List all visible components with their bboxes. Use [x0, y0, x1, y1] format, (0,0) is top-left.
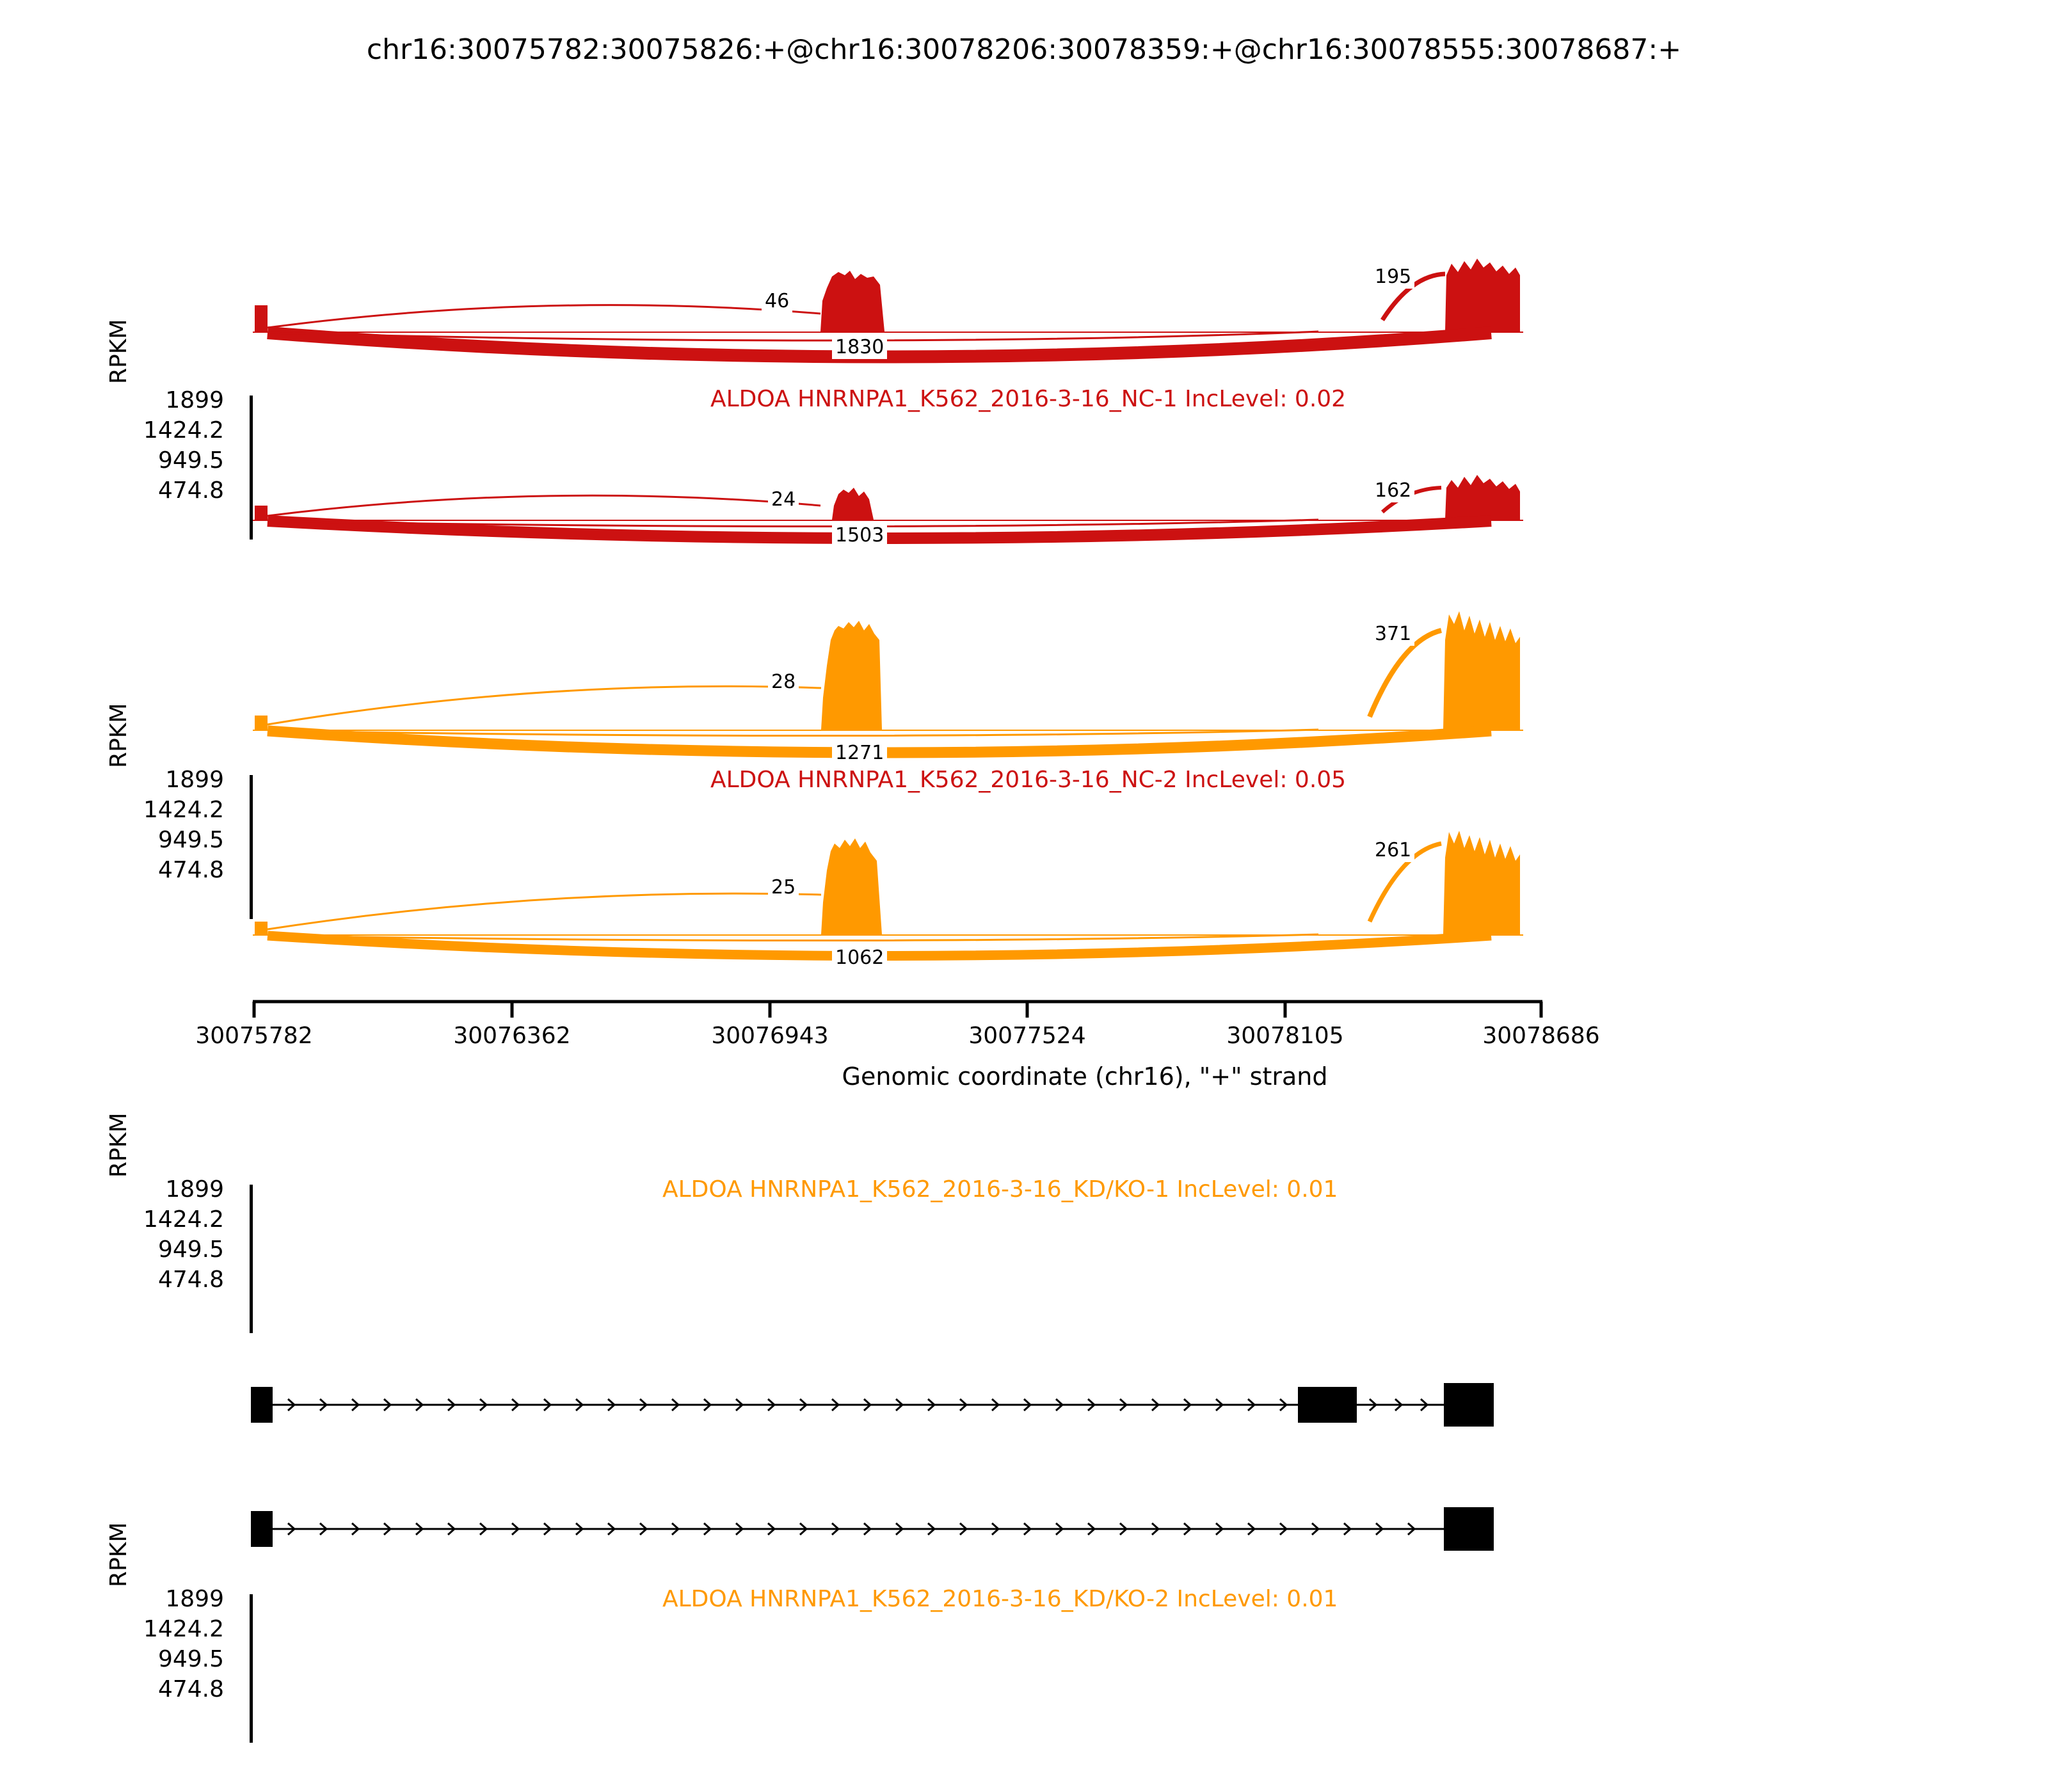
junction-count-label: 1830 [832, 335, 887, 359]
junction-count-label: 1503 [832, 524, 887, 547]
junction-count-label: 261 [1372, 838, 1414, 862]
track-title-kdko-2: ALDOA HNRNPA1_K562_2016-3-16_KD/KO-2 IncLevel: 0.01 [662, 1586, 1338, 1612]
track-title-nc-1: ALDOA HNRNPA1_K562_2016-3-16_NC-1 IncLevel: 0.02 [710, 386, 1347, 412]
y-tick-label: 474.8 [157, 1267, 224, 1293]
y-tick-label: 1899 [165, 767, 224, 793]
page-title: chr16:30075782:30075826:+@chr16:30078206:30078359:+@chr16:30078555:30078687:+ [366, 33, 1682, 66]
x-tick-label: 30078686 [1482, 1023, 1600, 1049]
y-tick-label: 949.5 [157, 447, 224, 474]
y-tick-label: 949.5 [157, 1646, 224, 1672]
y-tick-label: 1424.2 [143, 1206, 224, 1233]
y-axis-label: RPKM [106, 1522, 132, 1587]
y-axis-label: RPKM [106, 703, 132, 768]
y-tick-label: 1424.2 [143, 417, 224, 444]
junction-count-label: 25 [768, 876, 799, 899]
y-axis-line [250, 1594, 253, 1743]
junction-count-label: 1062 [832, 946, 887, 970]
junction-count-label: 24 [768, 488, 799, 511]
junction-count-label: 162 [1372, 479, 1414, 502]
x-axis-title: Genomic coordinate (chr16), "+" strand [842, 1062, 1328, 1091]
track-title-kdko-1: ALDOA HNRNPA1_K562_2016-3-16_KD/KO-1 IncLevel: 0.01 [662, 1176, 1338, 1203]
y-tick-label: 474.8 [157, 857, 224, 883]
y-tick-label: 949.5 [157, 1236, 224, 1263]
gene-model-isoform-inclusion [251, 1383, 1494, 1427]
y-tick-label: 474.8 [157, 477, 224, 504]
x-tick-label: 30078105 [1226, 1023, 1344, 1049]
junction-count-label: 195 [1372, 265, 1414, 289]
junction-count-label: 46 [762, 289, 792, 313]
junction-count-label: 28 [768, 670, 799, 694]
y-tick-label: 1424.2 [143, 797, 224, 823]
junction-count-label: 1271 [832, 741, 887, 765]
y-tick-label: 1899 [165, 1586, 224, 1612]
y-tick-label: 1899 [165, 1176, 224, 1203]
y-tick-label: 1424.2 [143, 1616, 224, 1642]
junction-count-label: 371 [1372, 622, 1414, 646]
gene-model-isoform-skipping [251, 1507, 1494, 1551]
y-tick-label: 474.8 [157, 1676, 224, 1702]
y-axis-line [250, 1185, 253, 1333]
x-axis-graphics [253, 1002, 1542, 1018]
y-axis-label: RPKM [106, 1112, 132, 1178]
x-tick-label: 30077524 [968, 1023, 1086, 1049]
track-title-nc-2: ALDOA HNRNPA1_K562_2016-3-16_NC-2 IncLevel: 0.05 [710, 767, 1347, 793]
y-axis-label: RPKM [106, 319, 132, 384]
x-tick-label: 30075782 [195, 1023, 313, 1049]
x-tick-label: 30076943 [711, 1023, 829, 1049]
x-tick-label: 30076362 [453, 1023, 571, 1049]
y-tick-label: 1899 [165, 387, 224, 413]
y-tick-label: 949.5 [157, 827, 224, 853]
